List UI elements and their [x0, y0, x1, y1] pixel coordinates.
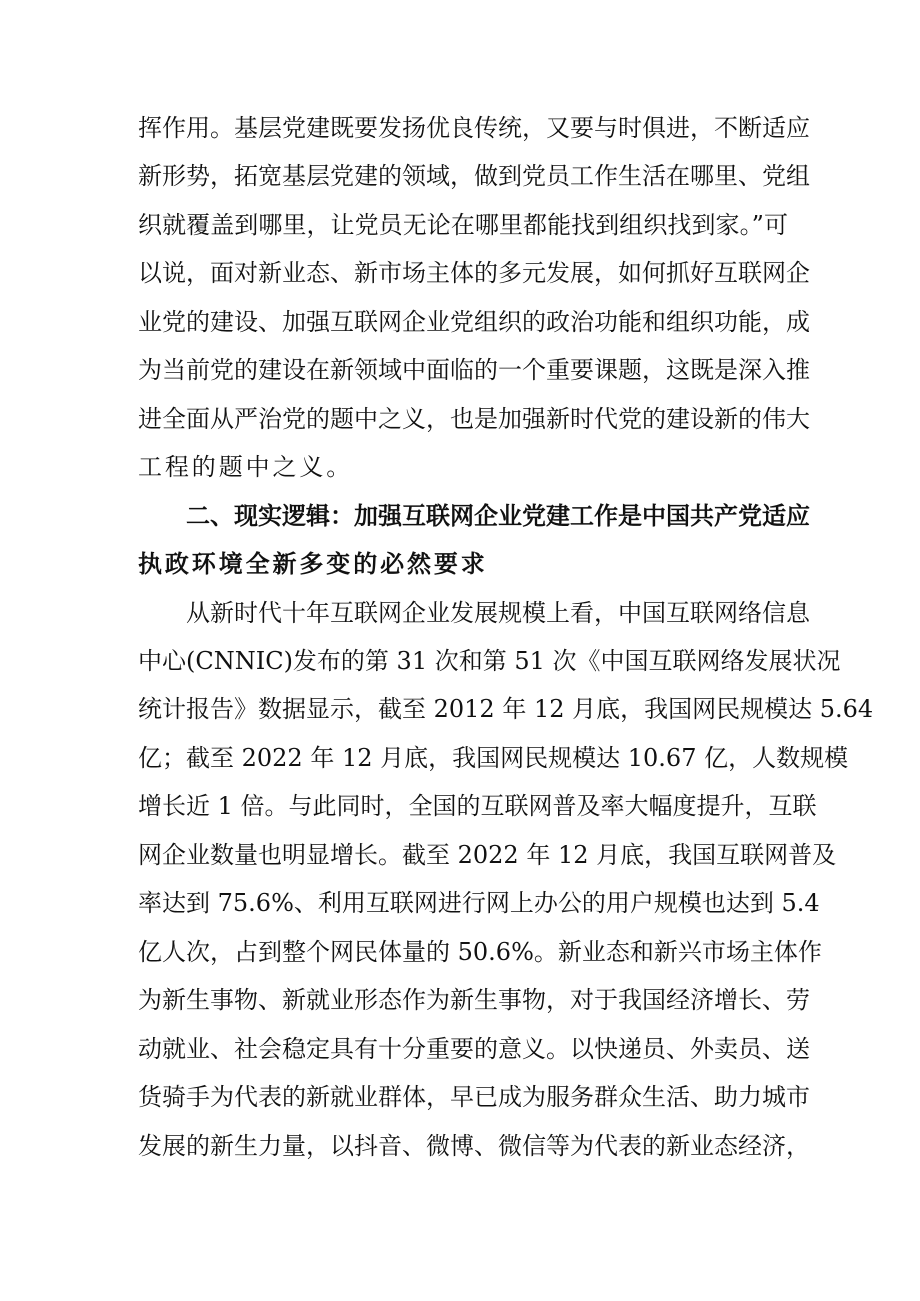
body-text-line: 网企业数量也明显增长。截至 2022 年 12 月底，我国互联网普及 — [138, 841, 837, 869]
body-text-line: 为当前党的建设在新领域中面临的一个重要课题，这既是深入推 — [138, 356, 810, 384]
body-text-line: 从新时代十年互联网企业发展规模上看，中国互联网络信息 — [186, 599, 810, 627]
body-text-line: 增长近 1 倍。与此同时，全国的互联网普及率大幅度提升，互联 — [138, 792, 817, 820]
section-heading-continued: 执政环境全新多变的必然要求 — [138, 550, 488, 578]
body-text-line: 工程的题中之义。 — [138, 453, 354, 481]
body-text-line: 挥作用。基层党建既要发扬优良传统，又要与时俱进，不断适应 — [138, 114, 810, 142]
body-text-line: 亿；截至 2022 年 12 月底，我国网民规模达 10.67 亿，人数规模 — [138, 744, 849, 772]
body-text-line: 织就覆盖到哪里，让党员无论在哪里都能找到组织找到家。”可 — [138, 211, 788, 239]
body-text-line: 中心(CNNIC)发布的第 31 次和第 51 次《中国互联网络发展状况 — [138, 647, 841, 675]
body-text-line: 动就业、社会稳定具有十分重要的意义。以快递员、外卖员、送 — [138, 1035, 810, 1063]
body-text-line: 发展的新生力量，以抖音、微博、微信等为代表的新业态经济， — [138, 1132, 810, 1160]
body-text-line: 为新生事物、新就业形态作为新生事物，对于我国经济增长、劳 — [138, 986, 810, 1014]
body-text-line: 以说，面对新业态、新市场主体的多元发展，如何抓好互联网企 — [138, 259, 810, 287]
body-text-line: 新形势，拓宽基层党建的领域，做到党员工作生活在哪里、党组 — [138, 162, 810, 190]
body-text-line: 亿人次，占到整个网民体量的 50.6%。新业态和新兴市场主体作 — [138, 938, 822, 966]
section-heading: 二、现实逻辑：加强互联网企业党建工作是中国共产党适应 — [186, 502, 810, 530]
body-text-line: 货骑手为代表的新就业群体，早已成为服务群众生活、助力城市 — [138, 1083, 810, 1111]
body-text-line: 率达到 75.6%、利用互联网进行网上办公的用户规模也达到 5.4 — [138, 889, 820, 917]
body-text-line: 业党的建设、加强互联网企业党组织的政治功能和组织功能，成 — [138, 308, 810, 336]
body-text-line: 统计报告》数据显示，截至 2012 年 12 月底，我国网民规模达 5.64 — [138, 695, 874, 723]
body-text-line: 进全面从严治党的题中之义，也是加强新时代党的建设新的伟大 — [138, 405, 810, 433]
